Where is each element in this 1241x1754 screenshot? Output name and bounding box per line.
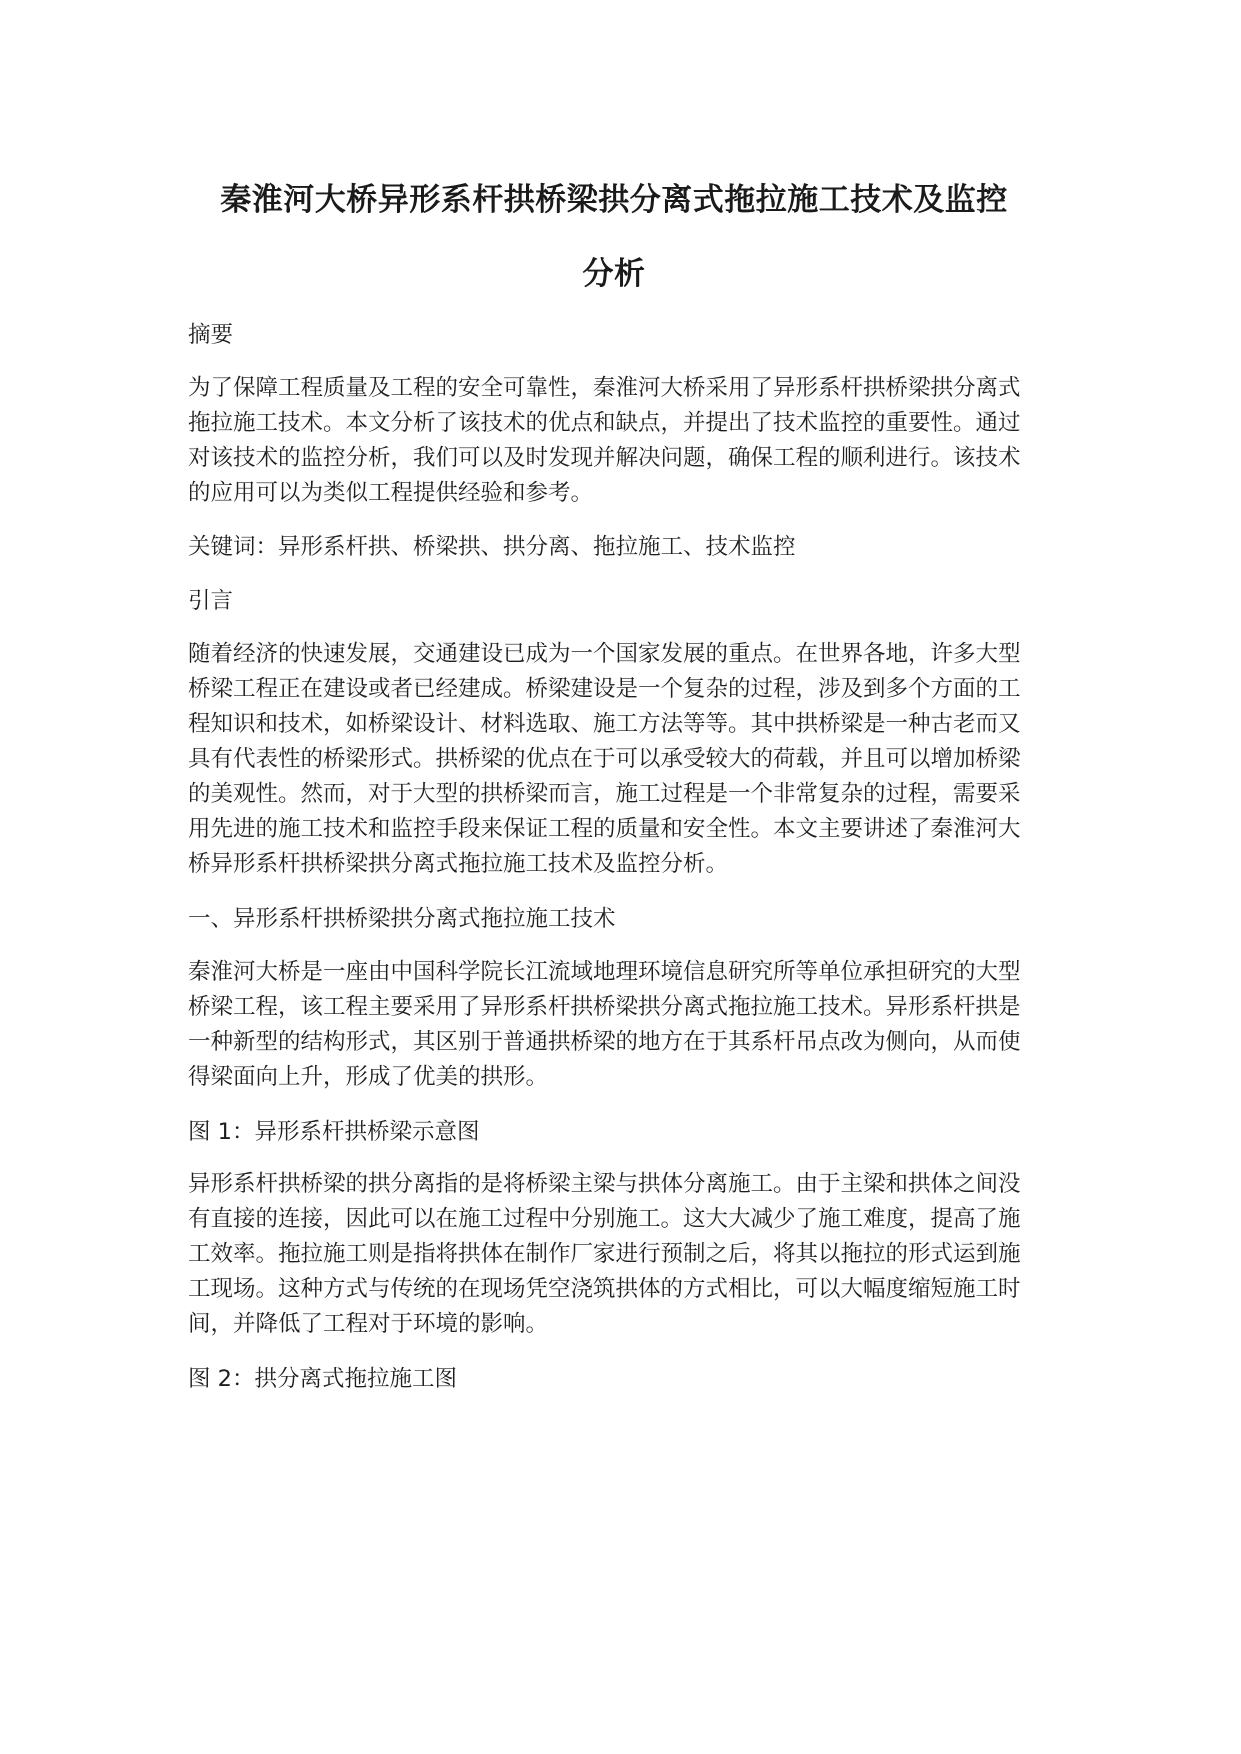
section-1-line: 得梁面向上升，形成了优美的拱形。 bbox=[188, 1064, 549, 1090]
section-1b-line: 有直接的连接，因此可以在施工过程中分别施工。这大大减少了施工难度，提高了施 bbox=[188, 1206, 1021, 1232]
intro-line: 桥异形系杆拱桥梁拱分离式拖拉施工技术及监控分析。 bbox=[188, 851, 729, 877]
keywords-line: 关键词：异形系杆拱、桥梁拱、拱分离、拖拉施工、技术监控 bbox=[188, 534, 796, 560]
section-1b-line: 工效率。拖拉施工则是指将拱体在制作厂家进行预制之后，将其以拖拉的形式运到施 bbox=[188, 1241, 1021, 1267]
section-1b-paragraph bbox=[188, 1167, 1040, 1342]
abstract-paragraph bbox=[188, 371, 1040, 511]
abstract-heading: 摘要 bbox=[188, 322, 234, 348]
section-1-line: 秦淮河大桥是一座由中国科学院长江流域地理环境信息研究所等单位承担研究的大型 bbox=[188, 959, 1021, 985]
figure-2-caption: 图 2：拱分离式拖拉施工图 bbox=[188, 1366, 457, 1392]
intro-line: 用先进的施工技术和监控手段来保证工程的质量和安全性。本文主要讲述了秦淮河大 bbox=[188, 816, 1021, 842]
section-1-heading: 一、异形系杆拱桥梁拱分离式拖拉施工技术 bbox=[188, 906, 616, 932]
section-1b-line: 工现场。这种方式与传统的在现场凭空浇筑拱体的方式相比，可以大幅度缩短施工时 bbox=[188, 1276, 1021, 1302]
intro-paragraph bbox=[188, 637, 1040, 882]
intro-line: 随着经济的快速发展，交通建设已成为一个国家发展的重点。在世界各地，许多大型 bbox=[188, 641, 1021, 667]
section-1b-line: 间，并降低了工程对于环境的影响。 bbox=[188, 1311, 549, 1337]
document-title-line-2: 分析 bbox=[582, 256, 646, 292]
abstract-line: 拖拉施工技术。本文分析了该技术的优点和缺点，并提出了技术监控的重要性。通过 bbox=[188, 410, 1021, 436]
intro-line: 桥梁工程正在建设或者已经建成。桥梁建设是一个复杂的过程，涉及到多个方面的工 bbox=[188, 676, 1021, 702]
figure-1-caption: 图 1：异形系杆拱桥梁示意图 bbox=[188, 1119, 480, 1145]
section-1-line: 一种新型的结构形式，其区别于普通拱桥梁的地方在于其系杆吊点改为侧向，从而使 bbox=[188, 1029, 1021, 1055]
section-1-paragraph bbox=[188, 955, 1040, 1095]
section-1-line: 桥梁工程，该工程主要采用了异形系杆拱桥梁拱分离式拖拉施工技术。异形系杆拱是 bbox=[188, 994, 1021, 1020]
intro-line: 程知识和技术，如桥梁设计、材料选取、施工方法等等。其中拱桥梁是一种古老而又 bbox=[188, 711, 1021, 737]
intro-line: 具有代表性的桥梁形式。拱桥梁的优点在于可以承受较大的荷载，并且可以增加桥梁 bbox=[188, 746, 1021, 772]
intro-heading: 引言 bbox=[188, 588, 234, 614]
intro-line: 的美观性。然而，对于大型的拱桥梁而言，施工过程是一个非常复杂的过程，需要采 bbox=[188, 781, 1021, 807]
abstract-line: 的应用可以为类似工程提供经验和参考。 bbox=[188, 480, 594, 506]
abstract-line: 为了保障工程质量及工程的安全可靠性，秦淮河大桥采用了异形系杆拱桥梁拱分离式 bbox=[188, 375, 1021, 401]
abstract-line: 对该技术的监控分析，我们可以及时发现并解决问题，确保工程的顺利进行。该技术 bbox=[188, 445, 1021, 471]
document-title-line-1: 秦淮河大桥异形系杆拱桥梁拱分离式拖拉施工技术及监控 bbox=[220, 182, 1008, 218]
section-1b-line: 异形系杆拱桥梁的拱分离指的是将桥梁主梁与拱体分离施工。由于主梁和拱体之间没 bbox=[188, 1171, 1021, 1197]
